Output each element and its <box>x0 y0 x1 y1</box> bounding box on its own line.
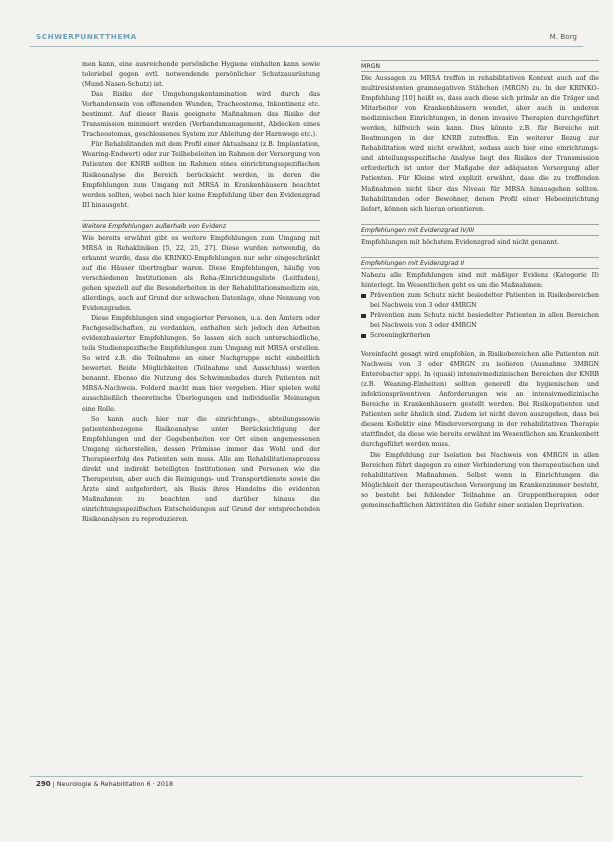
paragraph: Die Aussagen zu MRSA treffen in rehabilitativen Kontext auch auf die multiresistenten gramnegativen Stäbchen (MRGN) zu. In der KRINKO-Empfehlung [10] heißt es, dass auch diese sich primär an die Träger und Mitarbeiter von Krankenhäusern wendet, aber auch in anderen medizinischen Einrichtungen, in denen invasive Therapien durchgeführt werden, hilfreich sein kann. Dies könnte z.B. für Bereiche mit Beatmungen in der KNRB zutreffen. Ein weiterer Bezug zur Rehabilitation wird nicht erwähnt, sodass auch hier eine einrichtungs- und abteilungsspezifische Analyse liegt des Risikos der Transmission erforderlich ist unter der Maßgabe der adäquaten Versorgung aller Patienten. Für Kleine wird explizit erwähnt, dass die zu treffenden Maßnahmen nicht über das Niveau für MRSA hinausgehen sollten. Rehabilitanden oder Bewohner, denen Profil einer Hebeeinrichtung liefert, können sich hieran orientieren. <box>361 75 599 213</box>
bullet-square-icon <box>361 334 366 339</box>
author-label: M. Borg <box>549 32 577 41</box>
paragraph: Die Empfehlung zur Isolation bei Nachweis von 4MRGN in allen Bereichen führt dagegen zu einer Verhinderung von therapeutischen und rehabilitativen Maßnahmen. Selbst wenn in Einrichtungen die Möglichkeit der therapeutischen Versorgung im Krankenzimmer besteht, so besteht bei fehlender Teilnahme an Gruppentherapien oder gemeinschaftlichen Aktivitäten die Gefahr einer sozialen Deprivation. <box>361 451 599 509</box>
paragraph: men kann, eine ausreichende persönliche Hygiene einhalten kann sowie toleriebel gegen evtl. notwendende persönlicher Schutzausrüstung (Mund-Nasen-Schutz) ist. <box>82 61 320 89</box>
journal-citation: Neurologie & Rehabilitation 6 · 2018 <box>56 780 174 788</box>
paragraph: Empfehlungen mit höchstem Evidenzgrad sind nicht genannt. <box>361 238 559 246</box>
paragraph: Das Risiko der Umgebungskontamination wird durch das Vorhandensein von offenenden Wunden, Tracheostoma, Inkontinenz etc. bestimmt. Auf dieser Basis geeignete Maßnahmen das Risiko der Transmission minimiert werden (Verbandsmanagement, Abdecken eines Tracheostomas, geschlossenes System zur Ableitung der Harnwege etc.). <box>82 91 320 139</box>
left-column <box>82 60 320 525</box>
paragraph: Diese Empfehlungen sind engagierter Personen, u.a. den Ämtern oder Fachgesellschaften, zu verdanken, enthalten sich jedoch den Arbeiten evidenzbasierter Empfehlungen. So lassen sich auch unterschiedliche, teils Studienspezifische Empfehlungen zum Umgang mit MRSA erstellen. So wird z.B. die Teilnahme an einer Nachgruppe nicht einheitlich bewertet. Beide Möglichkeiten (Teilnahme und Ausschluss) werden benannt. Ebenso die Nutzung des Schwimmbades durch Patienten mit MRSA-Nachweis. Folderd macht man hier vergeben. Hier spielen wohl ausschließlich theoretische Überlegungen und individuelle Meinungen eine Rolle. <box>82 315 320 413</box>
paragraph: Vereinfacht gesagt wird empfohlen, in Risikobereichen alle Patienten mit Nachweis von 3 oder 4MRGN zu isolieren (Ausnahme 3MRGN Enterobacter spp). In (quasi) intensivmedizinischen Bereichen der KNRB (z.B. Weaning-Einheiten) sollten generell die hygienischen und infektionspräventiven Anforderungen wie an intensivmedizinische Bereiche in Krankenhäusern gestellt werden. Bei Risikopatienten und Patienten sehr ähnlich sind. Zudem ist nicht davon auszugehen, dass bei diesem Kollektiv eine Minderversorgung in der rehabilitativen Therapie stattfindet, da diese wie bereits erwähnt im Wesentlichen am Krankenbett durchgeführt werden muss. <box>361 351 599 449</box>
list-item: Prävention zum Schutz nicht besiedelter Patienten in allen Bereichen bei Nachweis von 3 oder 4MRGN <box>361 311 599 331</box>
list-item: Screeningkriterien <box>361 331 599 341</box>
header-divider <box>30 46 583 47</box>
paragraph: So kann auch hier nur die einrichtungs-, abteilungssowie patientenbezogene Risikoanalyse unter Berücksichtigung der Empfehlungen und der Gegebenheiten vor Ort einen angemessenen Umgang sicherstellen, dessen Prämisse immer das Wohl und der Therapieerfolg des Patienten sein muss. Alle am Rehabilitationsprozess direkt und indirekt beteiligten Institutionen und Personen wie die Therapeuten, aber auch die Reinigungs- und Transportdienste sowie die Ärzte sind aufgefordert, als Basis ihres Handelns die evidenten Maßnahmen zu beachten und darüber hinaus die einrichtungsspezifischen Entscheidungen auf Grund der entsprechenden Risikoanalysen zu reproduzieren. <box>82 415 320 524</box>
paragraph: Für Rehabilitanden mit dem Profil einer Aktualnanz (z.B. Implantation, Wearing-Endwert) oder zur Teilhebeleiten im Rahmen der Versorgung von Patienten der KNRB sollten im Rahmen eines einrichtungsspezifischen Risikoanalyse die Bereich berücksicht werden, in deren die Empfehlungen zum Umgang mit MRSA in Krankenhäusern beachtet werden sollten, wobei nach hier keine Empfehlung über den Evidenzgrad III hinausgeht. <box>82 141 321 209</box>
subheading: Weitere Empfehlungen außerhalb von Evidenz <box>82 220 320 232</box>
subheading: Empfehlungen mit Evidenzgrad IV/III <box>361 224 599 236</box>
page-header <box>36 30 577 44</box>
paragraph: Wie bereits erwähnt gibt es weitere Empfehlungen zum Umgang mit MRSA in Rehakliniken [5, 22, 25, 27]. Diese wurden notwendig, da erkannt wurde, dass die KRINKO-Empfehlungen nur sehr eingeschränkt auf die Häuser übertragbar waren. Diese Empfehlungen, häufig von verschiedenen Institutionen als Reha-/Einrichtungsliste (Leitfaden), gehen speziell auf die Besonderheiten in der Rehabilitationsmedizin ein, allerdings, auch auf Grund der schwachen Datenlage, ohne Nennung von Evidenzgraden. <box>82 234 320 313</box>
subheading: Empfehlungen mit Evidenzgrad II <box>361 257 599 269</box>
page-footer: 290 | Neurologie & Rehabilitation 6 · 2018 <box>36 780 174 788</box>
section-heading-mrgn: MRGN <box>361 60 599 72</box>
footer-divider <box>30 776 583 777</box>
bullet-list <box>361 291 599 341</box>
page-number: 290 <box>36 780 51 788</box>
bullet-square-icon <box>361 294 366 299</box>
section-label: SCHWERPUNKTTHEMA <box>36 32 137 41</box>
bullet-square-icon <box>361 314 366 319</box>
paragraph: Nahezu alle Empfehlungen sind mit mäßiger Evidenz (Kategorie II) hinterlegt. Im Wesentlichen geht es um die Maßnahmen: <box>361 271 599 289</box>
right-column <box>361 60 599 511</box>
list-item: Prävention zum Schutz nicht besiedelter Patienten in Risikobereichen bei Nachweis von 3 oder 4MRGN <box>361 291 599 311</box>
